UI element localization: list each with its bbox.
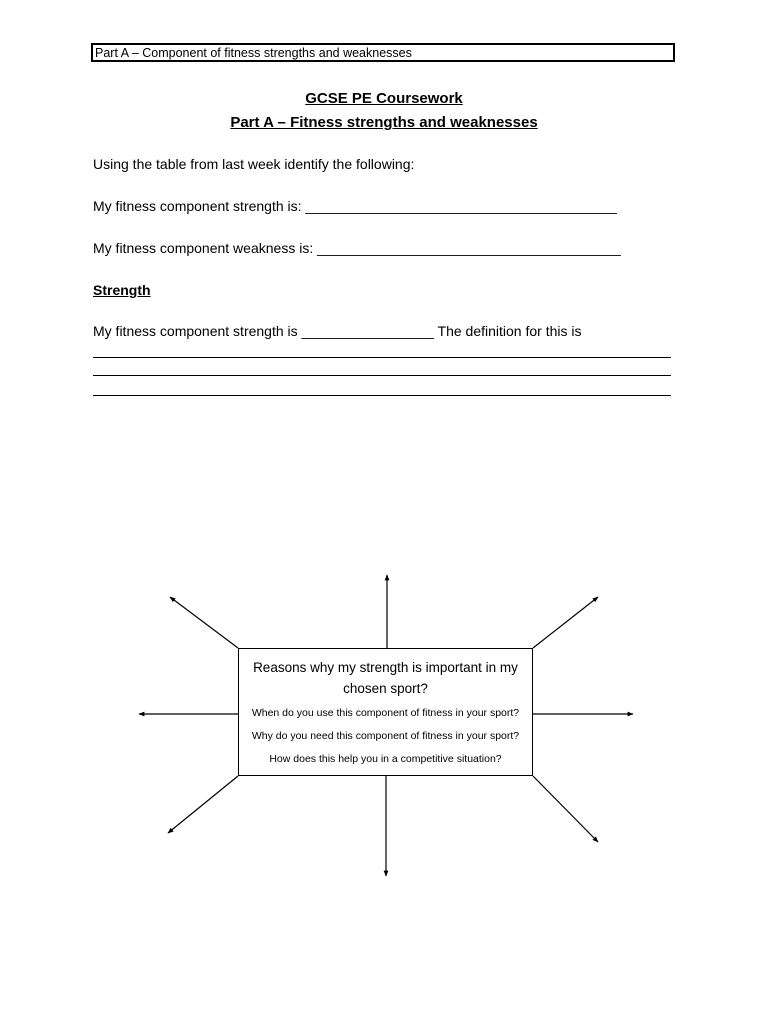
header-label: Part A – Component of fitness strengths and weaknesses xyxy=(95,46,412,60)
arrow-up-left xyxy=(170,597,238,648)
main-question: Reasons why my strength is important in my chosen sport? xyxy=(253,660,518,696)
sub-question: When do you use this component of fitness in your sport? xyxy=(251,707,520,719)
section-heading-strength: Strength xyxy=(93,282,151,298)
sub-question: How does this help you in a competitive situation? xyxy=(269,753,502,765)
arrow-down-right xyxy=(533,776,598,842)
intro-text: Using the table from last week identify the following: xyxy=(93,156,415,172)
arrow-down-left xyxy=(168,776,238,833)
definition-line: My fitness component strength is _________________ The definition for this is xyxy=(93,323,582,339)
arrow-up-right xyxy=(533,597,598,648)
strength-answer-line: My fitness component strength is: ________________________________________ xyxy=(93,198,617,214)
page-subtitle: Part A – Fitness strengths and weaknesses xyxy=(230,114,538,131)
weakness-answer-line: My fitness component weakness is: _______________________________________ xyxy=(93,240,621,256)
page-title: GCSE PE Coursework xyxy=(305,90,463,107)
sub-question: Why do you need this component of fitness in your sport? xyxy=(251,730,520,742)
spider-center-box xyxy=(238,648,533,776)
